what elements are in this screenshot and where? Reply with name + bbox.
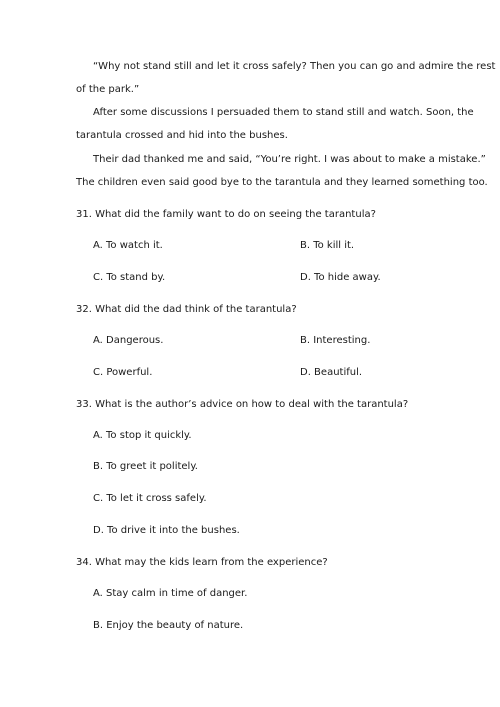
q31-option-b: B. To kill it. bbox=[300, 240, 355, 251]
q33-option-c: C. To let it cross safely. bbox=[93, 493, 207, 504]
question-31: 31. What did the family want to do on seeing the tarantula? bbox=[76, 209, 376, 220]
q34-option-b: B. Enjoy the beauty of nature. bbox=[93, 620, 244, 631]
q33-option-b: B. To greet it politely. bbox=[93, 461, 198, 472]
passage-line-5: Their dad thanked me and said, “You’re right. I was about to make a mistake.” bbox=[93, 154, 486, 165]
q31-option-d: D. To hide away. bbox=[300, 272, 381, 283]
question-34: 34. What may the kids learn from the experience? bbox=[76, 557, 328, 568]
q32-option-a: A. Dangerous. bbox=[93, 335, 164, 346]
q32-option-b: B. Interesting. bbox=[300, 335, 371, 346]
q31-option-c: C. To stand by. bbox=[93, 272, 166, 283]
q33-option-a: A. To stop it quickly. bbox=[93, 430, 192, 441]
passage-line-4: tarantula crossed and hid into the bushes. bbox=[76, 130, 288, 141]
q31-option-a: A. To watch it. bbox=[93, 240, 163, 251]
q34-option-a: A. Stay calm in time of danger. bbox=[93, 588, 248, 599]
passage-line-3: After some discussions I persuaded them to stand still and watch. Soon, the bbox=[93, 107, 474, 118]
q32-option-d: D. Beautiful. bbox=[300, 367, 363, 378]
question-33: 33. What is the author’s advice on how to deal with the tarantula? bbox=[76, 399, 409, 410]
passage-line-6: The children even said good bye to the tarantula and they learned something too. bbox=[76, 177, 488, 188]
passage-line-2: of the park.” bbox=[76, 84, 140, 95]
q33-option-d: D. To drive it into the bushes. bbox=[93, 525, 240, 536]
q32-option-c: C. Powerful. bbox=[93, 367, 153, 378]
passage-line-1: “Why not stand still and let it cross safely? Then you can go and admire the rest bbox=[93, 61, 496, 72]
question-32: 32. What did the dad think of the tarantula? bbox=[76, 304, 297, 315]
